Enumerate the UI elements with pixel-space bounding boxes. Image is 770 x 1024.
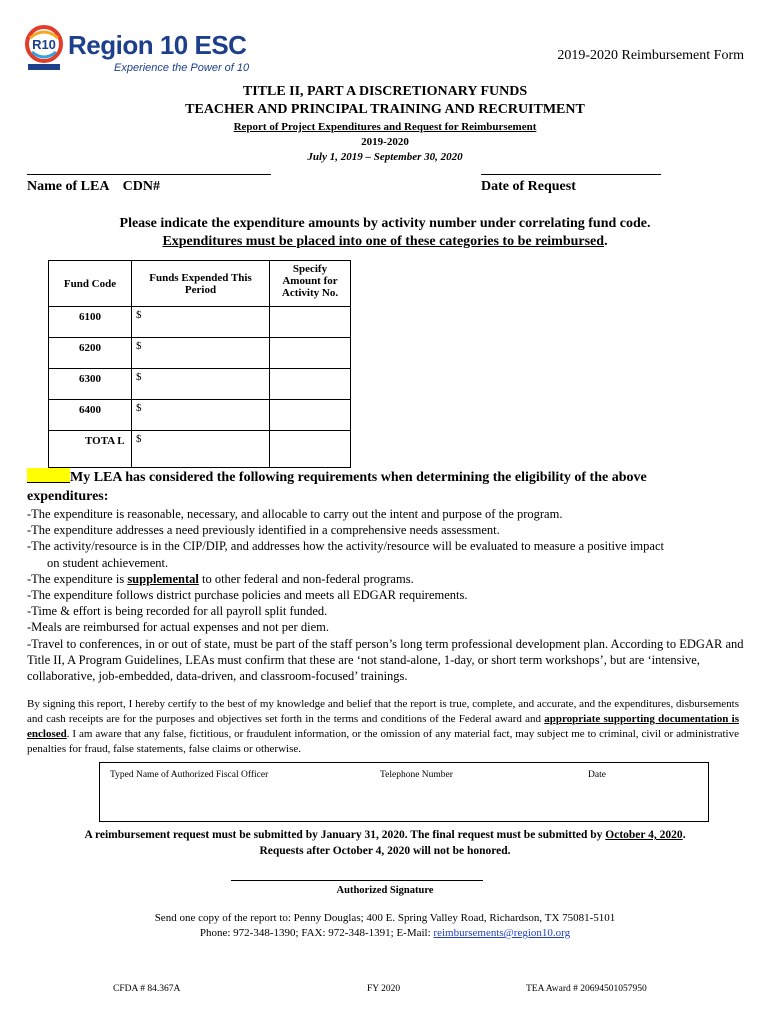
table-row: [49, 307, 351, 338]
email-link[interactable]: reimbursements@region10.org: [433, 927, 571, 939]
fund-code-total: TOTA L: [49, 431, 132, 468]
activity-amount-cell[interactable]: [270, 369, 351, 400]
funds-expended-cell[interactable]: $: [132, 369, 270, 400]
send-address: Send one copy of the report to: Penny Douglas; 400 E. Spring Valley Road, Richardson, TX 75081-5101: [154, 912, 616, 924]
certification-text: [27, 697, 739, 757]
activity-amount-cell[interactable]: [270, 338, 351, 369]
fund-code: 6400: [49, 400, 132, 431]
deadline-line-2: Requests after October 4, 2020 will not be honored.: [259, 845, 511, 857]
footer-award: TEA Award # 20694501057950: [526, 984, 647, 994]
certification-part-1: By signing this report, I hereby certify to the best of my knowledge and belief that the report is true, complete, and accurate, and the expenditures, disbursements and cash receipts are for the purposes and objectives set forth in the terms and conditions of the Federal award and: [27, 698, 739, 725]
certification-emphasis: appropriate supporting documentation is enclosed: [27, 713, 739, 740]
logo-mark-text: R10: [32, 37, 56, 52]
instruction-emphasis: Expenditures must be placed into one of these categories to be reimbursed: [162, 234, 605, 249]
list-item: -The activity/resource is in the CIP/DIP, and addresses how the activity/resource will be evaluated to measure a positive impact: [27, 539, 664, 554]
activity-amount-total[interactable]: [270, 431, 351, 468]
form-label: 2019-2020 Reimbursement Form: [557, 48, 744, 63]
fund-code: 6100: [49, 307, 132, 338]
list-item-text: -The expenditure is: [27, 571, 128, 586]
fund-code: 6200: [49, 338, 132, 369]
report-subtitle: Report of Project Expenditures and Request for Reimbursement: [233, 121, 537, 133]
fund-table: [48, 260, 351, 468]
contact-text: Phone: 972-348-1390; FAX: 972-348-1391; E-Mail:: [199, 927, 434, 939]
fund-table-header: [49, 261, 351, 307]
logo-text: Region 10 ESC: [68, 30, 247, 60]
list-item-text: to other federal and non-federal programs.: [198, 571, 414, 586]
telephone-label: Telephone Number: [380, 770, 453, 780]
send-contact: [0, 927, 770, 939]
region10-logo: [24, 24, 250, 78]
fiscal-officer-box[interactable]: [99, 762, 709, 822]
date-request-label: Date of Request: [481, 179, 576, 194]
instruction-period: .: [604, 234, 608, 249]
deadline-text: A reimbursement request must be submitted by January 31, 2020. The final request must be submitted by: [84, 829, 606, 841]
requirements-title-text: My LEA has considered the following requirements when determining the eligibility of the above expenditures:: [27, 470, 647, 504]
fiscal-officer-name-label: Typed Name of Authorized Fiscal Officer: [110, 770, 269, 780]
requirements-title: [27, 468, 727, 506]
lea-name-line[interactable]: [27, 174, 271, 175]
lea-label: Name of LEA CDN#: [27, 179, 160, 194]
title-line-2: TEACHER AND PRINCIPAL TRAINING AND RECRUITMENT: [185, 102, 585, 117]
funds-expended-cell[interactable]: $: [132, 338, 270, 369]
title-line-1: TITLE II, PART A DISCRETIONARY FUNDS: [242, 84, 528, 99]
list-item: -The expenditure addresses a need previously identified in a comprehensive needs assessment.: [27, 523, 500, 538]
list-item: -The expenditure follows district purchase policies and meets all EDGAR requirements.: [27, 588, 468, 603]
deadline-period: .: [682, 829, 686, 841]
header-funds-expended: Funds Expended This Period: [132, 261, 270, 307]
authorized-signature-line[interactable]: [231, 880, 483, 881]
list-item: -Time & effort is being recorded for all payroll split funded.: [27, 604, 328, 619]
table-row: [49, 431, 351, 468]
instruction-line-1: Please indicate the expenditure amounts by activity number under correlating fund code.: [119, 216, 651, 231]
list-item: -Travel to conferences, in or out of state, must be part of the staff person’s long term professional development plan. According to EDGAR and Title II, A Program Guidelines, LEAs must confirm that these are ‘not stand-alone, 1-day, or short term workshops’, but are ‘intensive, collaborative, job-embedded, data-driven, and classroom-focused’ trainings.: [27, 636, 744, 684]
date-label: Date: [588, 770, 606, 780]
table-row: [49, 400, 351, 431]
footer-cfda: CFDA # 84.367A: [113, 984, 181, 994]
header-fund-code: Fund Code: [49, 261, 132, 307]
deadline-date: October 4, 2020: [605, 829, 683, 841]
requirements-list: [27, 506, 747, 684]
authorized-signature-label: Authorized Signature: [336, 885, 434, 896]
list-item: -Meals are reimbursed for actual expenses and not per diem.: [27, 620, 329, 635]
instruction-line-2: [0, 234, 770, 250]
fund-code: 6300: [49, 369, 132, 400]
funds-expended-cell[interactable]: $: [132, 400, 270, 431]
logo-tagline: Experience the Power of 10: [114, 62, 250, 74]
list-item: on student achievement.: [47, 555, 169, 570]
activity-amount-cell[interactable]: [270, 400, 351, 431]
certification-part-2: . I am aware that any false, fictitious, or fraudulent information, or the omission of any material fact, may subject me to criminal, civil or administrative penalties for fraud, false statements, false claims or otherwise.: [27, 728, 739, 755]
deadline-line-1: [0, 829, 770, 841]
table-row: [49, 369, 351, 400]
report-period: July 1, 2019 – September 30, 2020: [307, 151, 463, 163]
funds-expended-total[interactable]: $: [132, 431, 270, 468]
header-activity-amount: Specify Amount for Activity No.: [270, 261, 351, 307]
activity-amount-cell[interactable]: [270, 307, 351, 338]
list-item: -The expenditure is reasonable, necessary, and allocable to carry out the intent and purpose of the program.: [27, 507, 563, 521]
school-year: 2019-2020: [361, 136, 409, 148]
initials-highlight-field[interactable]: [27, 468, 70, 483]
table-row: [49, 338, 351, 369]
date-request-line[interactable]: [481, 174, 661, 175]
footer-fy: FY 2020: [367, 984, 401, 994]
region10-logo-mark: [24, 24, 64, 76]
funds-expended-cell[interactable]: $: [132, 307, 270, 338]
supplemental-emphasis: supplemental: [127, 571, 199, 586]
list-item: [27, 571, 747, 587]
